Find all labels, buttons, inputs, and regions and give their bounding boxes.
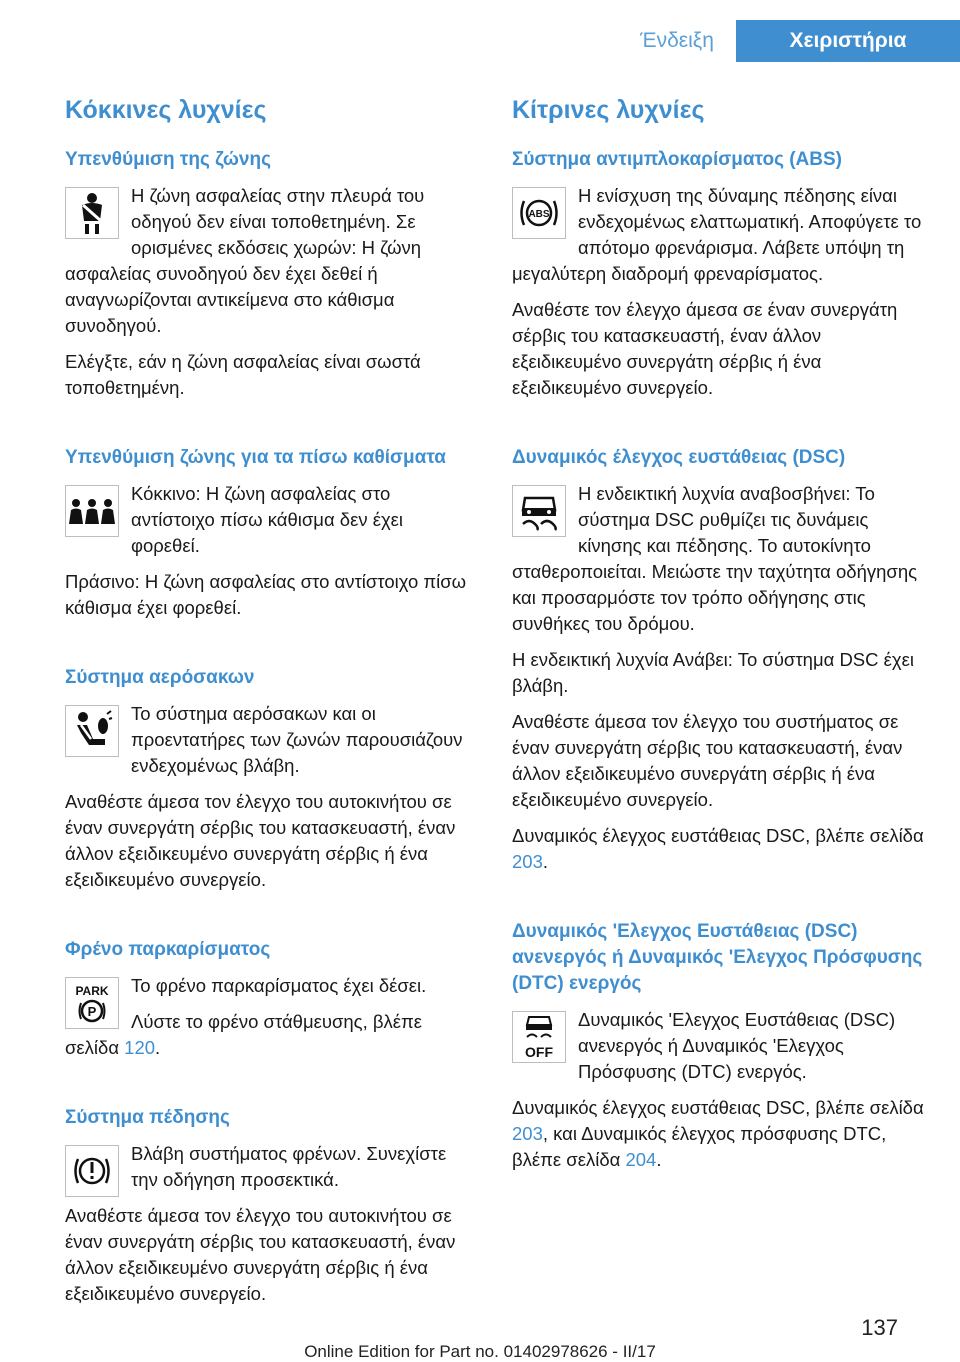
p-label: P — [87, 1004, 97, 1019]
abs-section — [512, 147, 926, 411]
airbag-text: Το σύστημα αερόσακων και οι προεντατήρες των ζωνών παρουσιάζουν ενδεχομένως βλάβη. — [131, 703, 463, 776]
dsc-lit-text: Η ενδεικτική λυχνία Ανάβει: Το σύστημα DSC έχει βλάβη. — [512, 649, 914, 696]
dsc-service-text: Αναθέστε άμεσα τον έλεγχο του συστήματος σε έναν συνεργάτη σέρβις του κατασκευαστή, έναν άλλον εξειδικευμένο συνεργάτη σέρβις ή ένα εξειδικευμένο συνεργείο. — [512, 711, 903, 810]
rear-seats-icon — [65, 485, 119, 537]
parking-brake-section — [65, 937, 475, 1071]
dsc-skid-icon — [512, 485, 566, 537]
dsc-off-section — [512, 919, 926, 1183]
left-column — [65, 95, 475, 1351]
rear-belt-section — [65, 445, 475, 631]
page-link-204[interactable]: 204 — [625, 1149, 657, 1170]
rear-belt-green-text: Πράσινο: Η ζώνη ασφαλείας στο αντίστοιχο πίσω κάθισμα έχει φορεθεί. — [65, 571, 467, 618]
rear-belt-red-text: Κόκκινο: Η ζώνη ασφαλείας στο αντίστοιχο πίσω κάθισμα δεν έχει φορεθεί. — [131, 483, 404, 556]
tab-controls[interactable]: Χειριστήρια — [736, 20, 960, 62]
dsc-off-text: Δυναμικός 'Ελεγχος Ευστάθειας (DSC) ανενεργός ή Δυναμικός 'Ελεγχος Πρόσφυσης (DTC) ενεργός. — [578, 1009, 896, 1082]
brake-warning-icon — [65, 1145, 119, 1197]
parking-brake-heading: Φρένο παρκαρίσματος — [65, 939, 271, 960]
abs-icon — [512, 187, 566, 239]
dsc-off-heading: Δυναμικός 'Ελεγχος Ευστάθειας (DSC) ανενεργός ή Δυναμικός 'Ελεγχος Πρόσφυσης (DTC) ενεργός — [512, 921, 923, 994]
right-column — [512, 95, 926, 1217]
park-label: PARK — [75, 984, 109, 998]
off-label: OFF — [525, 1044, 553, 1060]
dsc-off-icon — [512, 1011, 566, 1063]
seatbelt-reminder-section — [65, 147, 475, 411]
seatbelt-reminder-text: Η ζώνη ασφαλείας στην πλευρά του οδηγού δεν είναι τοποθετημένη. Σε ορισμένες εκδόσεις χωρών: Η ζώνη ασφαλείας συνοδηγού δεν έχει δεθεί ή αναγνωρίζονται αντικείμενα στο κάθισμα συνοδηγού. — [65, 185, 425, 336]
parking-brake-text: Το φρένο παρκαρίσματος έχει δέσει. — [131, 975, 427, 996]
yellow-lights-title: Κίτρινες λυχνίες — [512, 96, 705, 124]
brake-system-text: Βλάβη συστήματος φρένων. Συνεχίστε την οδήγηση προσεκτικά. — [131, 1143, 447, 1190]
airbag-service-text: Αναθέστε άμεσα τον έλεγχο του αυτοκινήτου σε έναν συνεργάτη σέρβις του κατασκευαστή, έναν άλλον εξειδικευμένο συνεργάτη σέρβις ή ένα εξειδικευμένο συνεργείο. — [65, 791, 456, 890]
page-link-120[interactable]: 120 — [124, 1037, 156, 1058]
parking-brake-icon — [65, 977, 119, 1029]
dsc-section — [512, 445, 926, 885]
dsc-heading: Δυναμικός έλεγχος ευστάθειας (DSC) — [512, 447, 846, 468]
dsc-ref: Δυναμικός έλεγχος ευστάθειας DSC, βλέπε σελίδα 203. — [512, 825, 924, 872]
parking-brake-ref: Λύστε το φρένο στάθμευσης, βλέπε σελίδα 120. — [65, 1011, 423, 1058]
airbag-icon — [65, 705, 119, 757]
page-link-203b[interactable]: 203 — [512, 1123, 543, 1144]
dsc-off-ref: Δυναμικός έλεγχος ευστάθειας DSC, βλέπε σελίδα 203, και Δυναμικός έλεγχος πρόσφυσης DTC, βλέπε σελίδα 204. — [512, 1097, 924, 1170]
brake-system-heading: Σύστημα πέδησης — [65, 1107, 230, 1128]
airbag-section — [65, 665, 475, 903]
dsc-flashing-text: Η ενδεικτική λυχνία αναβοσβήνει: Το σύστημα DSC ρυθμίζει τις δυνάμεις κίνησης και πέδησης. Το αυτοκίνητο σταθεροποιείται. Μειώστε την ταχύτητα οδήγησης και προσαρμόστε τον τρόπο οδήγησης στις συνθήκες του δρόμου. — [512, 483, 918, 634]
tab-index[interactable]: Ένδειξη — [640, 29, 714, 52]
page-link-203[interactable]: 203 — [512, 851, 543, 872]
abs-text: Η ενίσχυση της δύναμης πέδησης είναι ενδεχομένως ελαττωματική. Αποφύγετε το απότομο φρενάρισμα. Λάβετε υπόψη τη μεγαλύτερη διαδρομή φρεναρίσματος. — [512, 185, 922, 284]
rear-belt-heading: Υπενθύμιση ζώνης για τα πίσω καθίσματα — [65, 447, 446, 468]
airbag-heading: Σύστημα αερόσακων — [65, 667, 255, 688]
header-tabs — [618, 20, 960, 62]
abs-service-text: Αναθέστε τον έλεγχο άμεσα σε έναν συνεργάτη σέρβις του κατασκευαστή, έναν άλλον εξειδικευμένο συνεργάτη σέρβις ή ένα εξειδικευμένο συνεργείο. — [512, 299, 898, 398]
abs-label: ABS — [528, 209, 550, 220]
red-lights-title: Κόκκινες λυχνίες — [65, 96, 267, 124]
brake-system-service-text: Αναθέστε άμεσα τον έλεγχο του αυτοκινήτου σε έναν συνεργάτη σέρβις του κατασκευαστή, έναν άλλον εξειδικευμένο συνεργάτη σέρβις ή ένα εξειδικευμένο συνεργείο. — [65, 1205, 456, 1304]
edition-footer: Online Edition for Part no. 01402978626 - II/17 — [304, 1342, 656, 1361]
page-number: 137 — [861, 1315, 898, 1340]
seatbelt-reminder-heading: Υπενθύμιση της ζώνης — [65, 149, 271, 170]
brake-system-section — [65, 1105, 475, 1317]
seatbelt-reminder-check: Ελέγξτε, εάν η ζώνη ασφαλείας είναι σωστά τοποθετημένη. — [65, 351, 421, 398]
seatbelt-icon — [65, 187, 119, 239]
abs-heading: Σύστημα αντιμπλοκαρίσματος (ABS) — [512, 149, 843, 170]
